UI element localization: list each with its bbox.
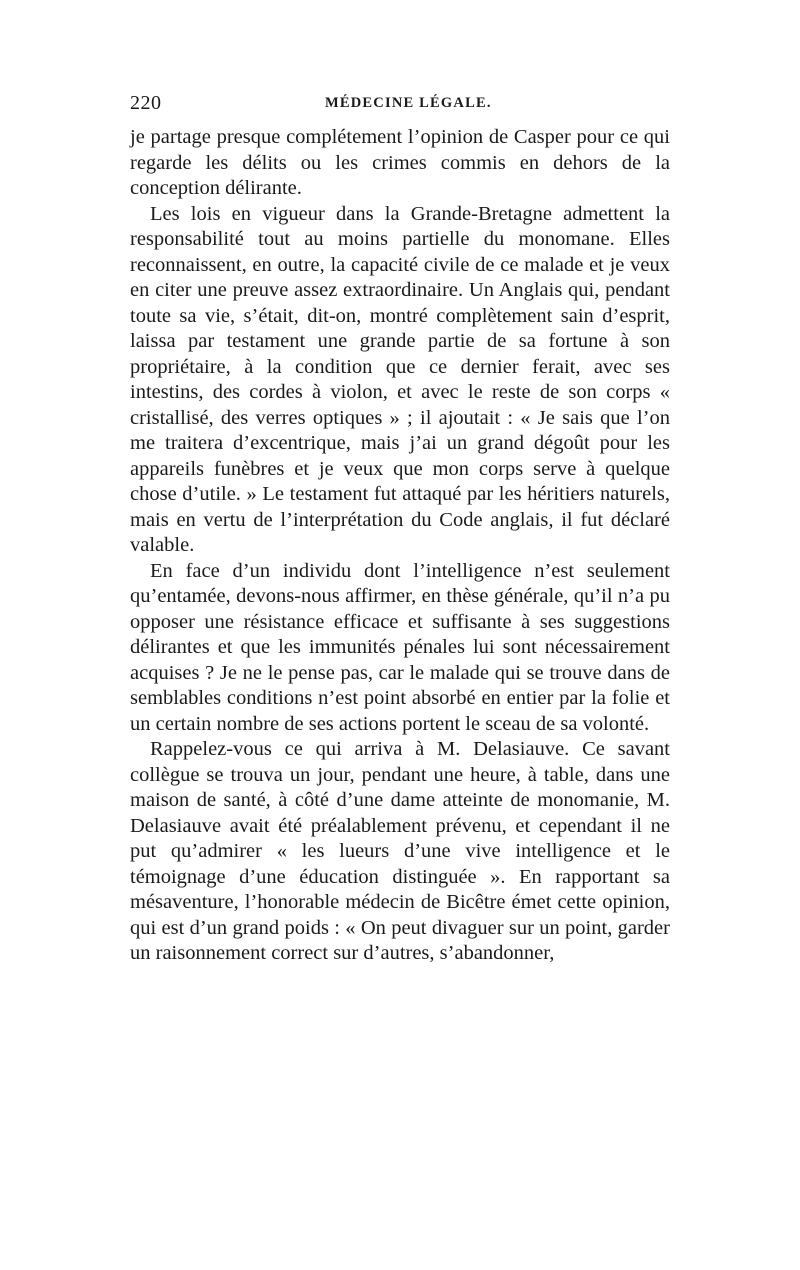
page-number: 220: [130, 92, 162, 114]
paragraph-intelligence: En face d’un individu dont l’intelligence n’est seulement qu’entamée, devons-nous affirmer, en thèse générale, qu’il n’a pu opposer une résistance efficace et suffisante à ses suggestions délirantes et que les immunités pénales lui sont nécessairement acquises ? Je ne le pense pas, car le malade qui se trouve dans de semblables conditions n’est point absorbé en entier par la folie et un certain nombre de ses actions portent le sceau de sa volonté.: [130, 559, 670, 735]
body-text: [130, 125, 670, 967]
running-title: MÉDECINE LÉGALE.: [325, 95, 492, 111]
paragraph-continuation: je partage presque complétement l’opinion de Casper pour ce qui regarde les délits ou les crimes commis en dehors de la conception délirante.: [130, 126, 670, 199]
paragraph-delasiauve: Rappelez-vous ce qui arriva à M. Delasiauve. Ce savant collègue se trouva un jour, pendant une heure, à table, dans une maison de santé, à côté d’une dame atteinte de monomanie, M. Delasiauve avait été préalablement prévenu, et cependant il ne put qu’admirer « les lueurs d’une vive intelligence et le témoignage d’une éducation distinguée ». En rapportant sa mésaventure, l’honorable médecin de Bicêtre émet cette opinion, qui est d’un grand poids : « On peut divaguer sur un point, garder un raisonnement correct sur d’autres, s’abandonner,: [130, 738, 670, 964]
paragraph-british-law: Les lois en vigueur dans la Grande-Bretagne admettent la responsabilité tout au moins partielle du monomane. Elles reconnaissent, en outre, la capacité civile de ce malade et je veux en citer une preuve assez extraordinaire. Un Anglais qui, pendant toute sa vie, s’était, dit-on, montré complètement sain d’esprit, laissa par testament une grande partie de sa fortune à son propriétaire, à la condition que ce dernier ferait, avec ses intestins, des cordes à violon, et avec le reste de son corps « cristallisé, des verres optiques » ; il ajoutait : « Je sais que l’on me traitera d’excentrique, mais j’ai un grand dégoût pour les appareils funèbres et je veux que mon corps serve à quelque chose d’utile. » Le testament fut attaqué par les héritiers naturels, mais en vertu de l’interprétation du Code anglais, il fut déclaré valable.: [130, 202, 670, 556]
page-header: [130, 92, 670, 120]
